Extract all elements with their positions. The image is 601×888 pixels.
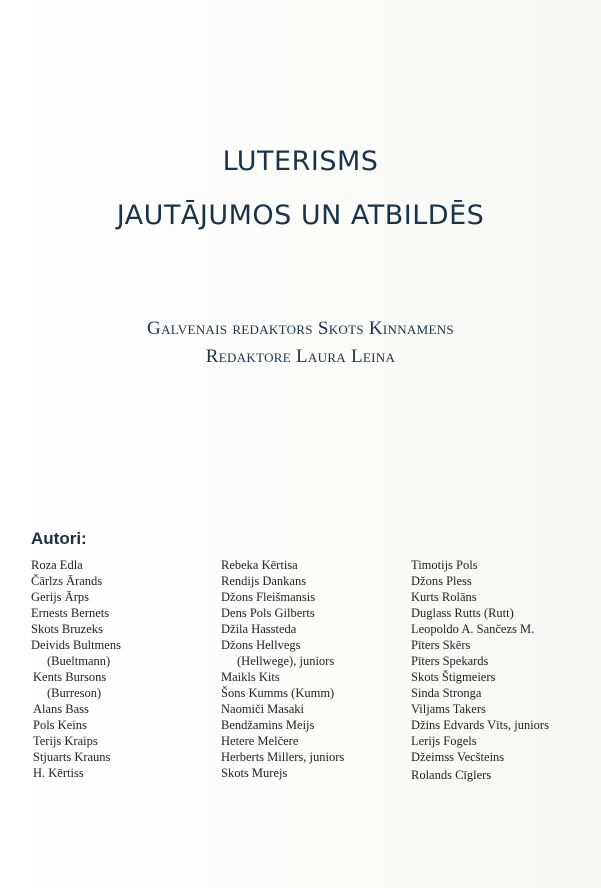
authors-column-3	[411, 557, 549, 783]
author-name: Roza Edla	[31, 558, 83, 572]
author-name: Kurts Rolāns	[411, 590, 477, 604]
author-name: Hetere Melčere	[221, 734, 299, 748]
book-title-line-2: JAUTĀJUMOS UN ATBILDĒS	[116, 200, 485, 231]
authors-heading: Autori:	[31, 529, 87, 548]
author-name: Duglass Rutts (Rutt)	[411, 606, 514, 620]
author-name-continuation: (Hellwege), juniors	[237, 654, 335, 668]
authors-column-1	[31, 557, 121, 781]
author-name: H. Kērtiss	[33, 766, 84, 780]
editor-line: Redaktore Laura Leina	[205, 346, 396, 367]
author-name: Naomiči Masaki	[221, 702, 304, 716]
author-name: Maikls Kits	[221, 670, 280, 684]
author-name-continuation: (Burreson)	[47, 686, 102, 700]
author-name: Pīters Skērs	[411, 638, 471, 652]
author-name: Terijs Kraips	[33, 734, 98, 748]
author-name: Kents Bursons	[33, 670, 107, 684]
book-title-line-1: LUTERISMS	[222, 146, 379, 177]
author-name: Deivids Bultmens	[31, 638, 121, 652]
author-name: Džons Hellvegs	[221, 638, 301, 652]
author-name: Ernests Bernets	[31, 606, 110, 620]
author-name: Alans Bass	[33, 702, 89, 716]
author-name: Pols Keins	[33, 718, 87, 732]
author-name: Viljams Takers	[411, 702, 486, 716]
author-name: Herberts Millers, juniors	[221, 750, 345, 764]
author-name: Leopoldo A. Sančezs M.	[411, 622, 535, 636]
author-name: Skots Štigmeiers	[411, 670, 496, 684]
author-name: Džeimss Vecšteins	[411, 750, 505, 764]
author-name: Timotijs Pols	[411, 558, 478, 572]
author-name: Dens Pols Gilberts	[221, 606, 315, 620]
author-name: Čārlzs Ārands	[31, 574, 103, 588]
author-name: Džila Hassteda	[221, 622, 297, 636]
author-name: Stjuarts Krauns	[33, 750, 111, 764]
author-name: Rebeka Kērtisa	[221, 558, 298, 572]
author-name: Bendžamins Meijs	[221, 718, 315, 732]
author-name: Rolands Cīglers	[411, 768, 492, 782]
author-name: Pīters Spekards	[411, 654, 489, 668]
author-name: Džons Pless	[411, 574, 472, 588]
author-name: Džons Fleišmansis	[221, 590, 316, 604]
author-name: Džins Edvards Vīts, juniors	[411, 718, 549, 732]
author-name: Rendijs Dankans	[221, 574, 307, 588]
chief-editor-line: Galvenais redaktors Skots Kinnamens	[147, 318, 454, 339]
author-name: Skots Murejs	[221, 766, 288, 780]
author-name: Gerijs Ārps	[31, 590, 89, 604]
author-name: Sinda Stronga	[411, 686, 482, 700]
author-name: Lerijs Fogels	[411, 734, 477, 748]
author-name: Skots Bruzeks	[31, 622, 103, 636]
author-name-continuation: (Bueltmann)	[47, 654, 111, 668]
authors-column-2	[221, 557, 344, 781]
author-name: Šons Kumms (Kumm)	[221, 686, 335, 700]
